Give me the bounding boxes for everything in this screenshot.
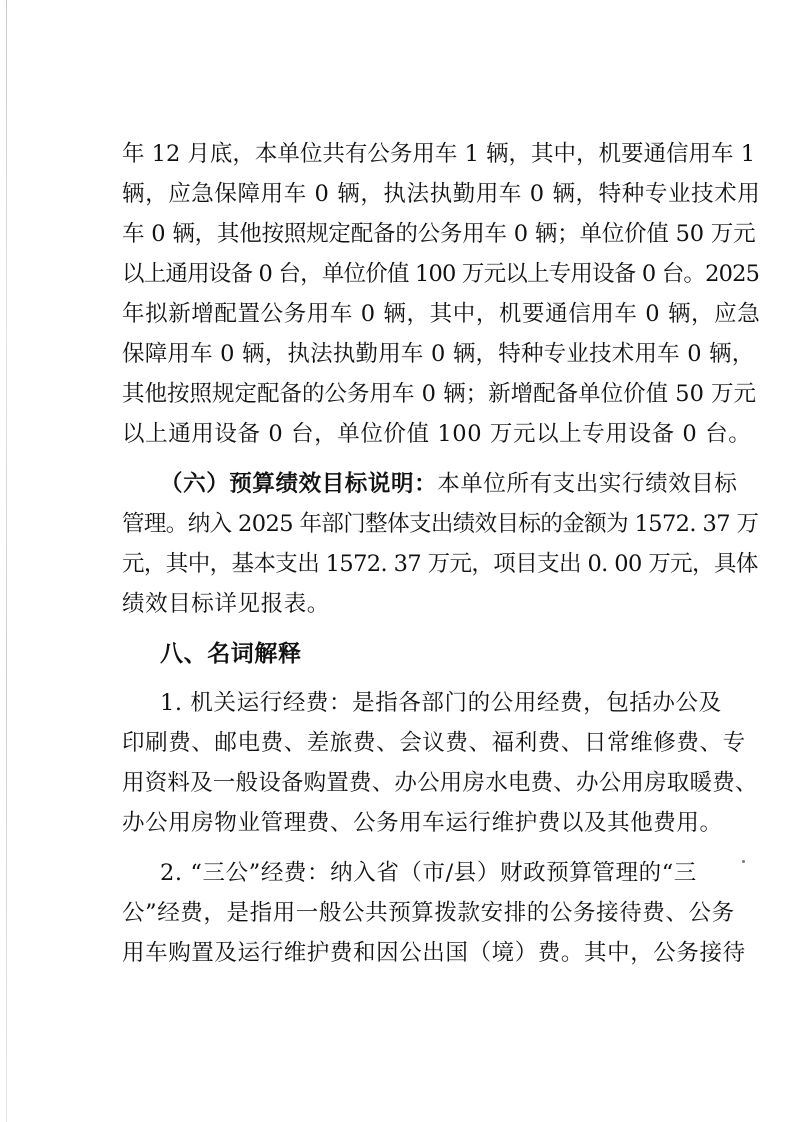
- body-line: 年拟新增配置公务用车 0 辆，其中，机要通信用车 0 辆，应急: [122, 301, 761, 327]
- section-6-first-line: [160, 469, 738, 499]
- body-line: 以上通用设备 0 台，单位价值 100 万元以上专用设备 0 台。2025: [122, 261, 760, 287]
- term-1-first-line: 1. 机关运行经费：是指各部门的公用经费，包括办公及: [160, 690, 722, 716]
- term-1-line: 用资料及一般设备购置费、办公用房水电费、办公用房取暖费、: [122, 770, 758, 796]
- term-1-line: 办公用房物业管理费、公务用车运行维护费以及其他费用。: [122, 810, 723, 836]
- scan-speck: [742, 860, 745, 863]
- term-1-line: 印刷费、邮电费、差旅费、会议费、福利费、日常维修费、专: [122, 730, 746, 756]
- body-line: 保障用车 0 辆，执法执勤用车 0 辆，特种专业技术用车 0 辆，: [122, 341, 755, 367]
- term-2-line: 用车购置及运行维护费和因公出国（境）费。其中，公务接待: [122, 940, 746, 966]
- scan-edge-line: [6, 0, 7, 1122]
- body-line: 其他按照规定配备的公务用车 0 辆；新增配备单位价值 50 万元: [122, 381, 757, 407]
- section-6-title: （六）预算绩效目标说明：: [160, 471, 438, 497]
- section-6-line: 元，其中，基本支出 1572. 37 万元，项目支出 0. 00 万元，具体: [122, 551, 758, 577]
- body-line: 年 12 月底，本单位共有公务用车 1 辆，其中，机要通信用车 1: [122, 141, 756, 167]
- term-2-first-line: 2. “三公”经费：纳入省（市/县）财政预算管理的“三: [160, 860, 697, 886]
- body-line: 以上通用设备 0 台，单位价值 100 万元以上专用设备 0 台。: [122, 421, 752, 447]
- term-2-line: 公”经费，是指用一般公共预算拨款安排的公务接待费、公务: [122, 900, 735, 926]
- body-line: 辆，应急保障用车 0 辆，执法执勤用车 0 辆，特种专业技术用: [122, 181, 761, 207]
- section-8-heading: 八、名词解释: [160, 640, 302, 667]
- section-6-first-text: 本单位所有支出实行绩效目标: [437, 471, 738, 497]
- section-6-line: 管理。纳入 2025 年部门整体支出绩效目标的金额为 1572. 37 万: [122, 511, 759, 537]
- section-6-line: 绩效目标详见报表。: [122, 591, 330, 617]
- body-line: 车 0 辆，其他按照规定配备的公务用车 0 辆；单位价值 50 万元: [122, 221, 756, 247]
